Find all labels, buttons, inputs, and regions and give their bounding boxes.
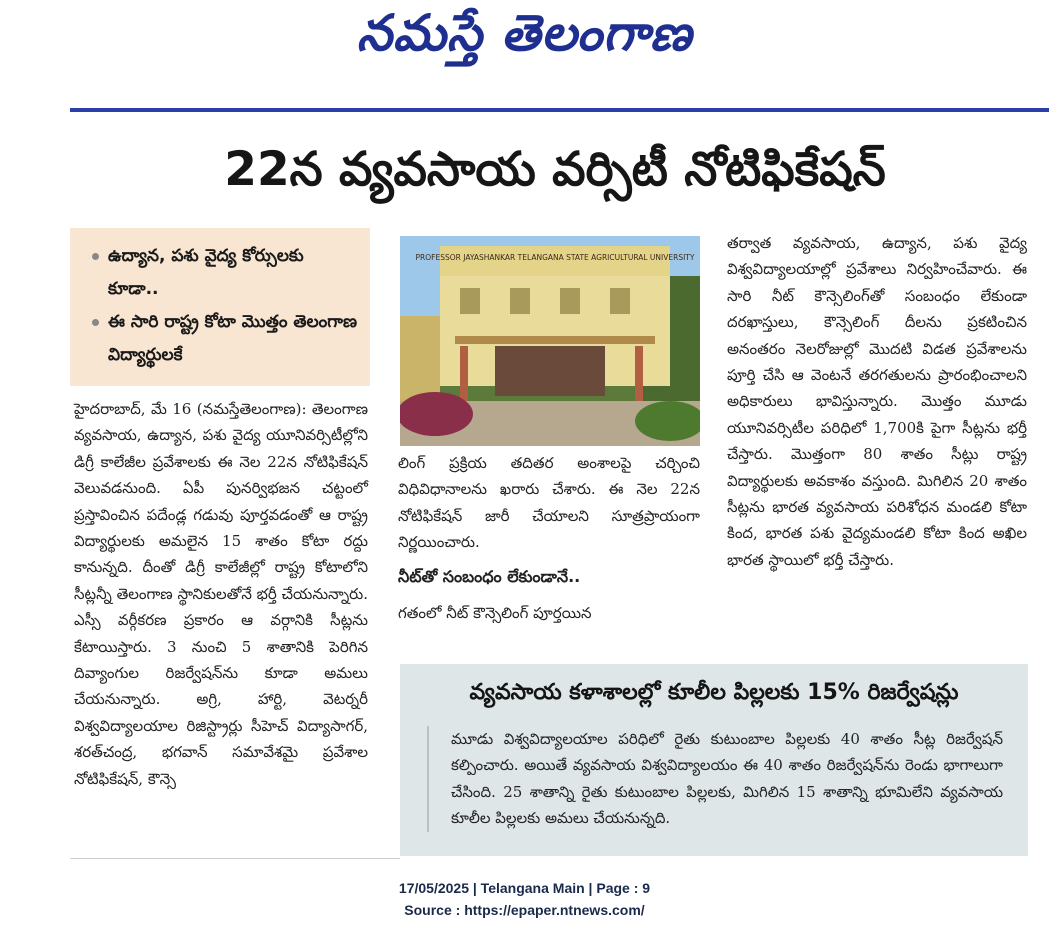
highlight-item [92,306,358,372]
box-body: మూడు విశ్వవిద్యాలయాల పరిధిలో రైతు కుటుంబాల పిల్లలకు 40 శాతం సీట్ల రిజర్వేషన్ కల్పించారు. అయితే వ్యవసాయ విశ్వవిద్యాలయం ఈ 40 శాతం రిజర్వేషన్‌ను రెండు భాగాలుగా చేసింది. 25 శాతాన్ని రైతు కుటుంబాల పిల్లలకు, మిగిలిన 15 శాతాన్ని భూమిలేని వ్యవసాయ కూలీల పిల్లలకు అమలు చేయనున్నది. [427,726,1003,832]
article-paragraph: హైదరాబాద్, మే 16 (నమస్తేతెలంగాణ): తెలంగాణ వ్యవసాయ, ఉద్యాన, పశు వైద్య యూనివర్సిటీల్లోని డిగ్రీ కాలేజీల ప్రవేశాలకు ఈ నెల 22న నోటిఫికేషన్ వెలువడనుంది. ఏపీ పునర్విభజన చట్టంలో ప్రస్తావించిన పదేండ్ల గడువు పూర్తవడంతో ఆ రాష్ట్ర విద్యార్థులకు అమలైన 15 శాతం కోటా రద్దు కానున్నది. దీంతో డిగ్రీ కాలేజీల్లో రాష్ట్ర కోటాలోని సీట్లన్నీ తెలంగాణ స్థానికులతోనే భర్తీ చేయనున్నారు. ఎస్సీ వర్గీకరణ ప్రకారం ఆ వర్గానికి సీట్లను కేటాయిస్తారు. 3 నుంచి 5 శాతానికి పెరిగిన దివ్యాంగుల రిజర్వేషన్‌ను కూడా అమలు చేయనున్నారు. అగ్రి, హార్టి, వెటర్నరీ విశ్వవిద్యాలయాల రిజిస్ట్రార్లు సీహెచ్ విద్యాసాగర్, శరత్‌చంద్ర, భగవాన్ సమావేశమై ప్రవేశాల నోటిఫికేషన్, కౌన్సె [74,400,368,788]
article-column-3 [727,230,1027,573]
highlights-box [70,228,370,386]
university-sign-text: PROFESSOR JAYASHANKAR TELANGANA STATE AGRICULTURAL UNIVERSITY [415,253,695,262]
article-subhead: నీట్‌తో సంబంధం లేకుండానే.. [398,566,581,586]
column-divider [70,858,400,859]
bullet-icon [92,253,99,260]
university-photo [400,236,700,446]
footer-date-line: 17/05/2025 | Telangana Main | Page : 9 [398,880,651,896]
article-paragraph: లింగ్ ప్రక్రియ తదితర అంశాలపై చర్చించి విధివిధానాలను ఖరారు చేశారు. ఈ నెల 22న నోటిఫికేషన్ జారీ చేయాలని సూత్రప్రాయంగా నిర్ణయించారు. [398,454,700,552]
article-column-1 [74,396,368,792]
masthead-title: నమస్తే తెలంగాణ [356,4,693,62]
highlight-item [92,240,358,306]
masthead-rule [70,108,1049,112]
box-heading: వ్యవసాయ కళాశాలల్లో కూలీల పిల్లలకు 15% రిజర్వేషన్లు [469,680,959,705]
article-paragraph: గతంలో నీట్ కౌన్సెలింగ్ పూర్తయిన [398,604,592,623]
highlight-text: ఈ సారి రాష్ట్ర కోటా మొత్తం తెలంగాణ విద్యార్థులకే [108,312,357,365]
footer-source-line: Source : https://epaper.ntnews.com/ [404,902,645,918]
article-paragraph: తర్వాత వ్యవసాయ, ఉద్యాన, పశు వైద్య విశ్వవిద్యాలయాల్లో ప్రవేశాలు నిర్వహించేవారు. ఈ సారి నీట్ కౌన్సెలింగ్‌తో సంబంధం లేకుండా దరఖాస్తులు, కౌన్సెలింగ్ దీలను ప్రకటించిన అనంతరం నెలరోజుల్లో మొదటి విడత ప్రవేశాలను పూర్తి చేసి ఆ వెంటనే తరగతులను ప్రారంభించాలని అధికారులు భావిస్తున్నారు. మొత్తం మూడు యూనివర్సిటీల పరిధిలో 1,700కి పైగా సీట్లను భర్తీ చేస్తారు. మొత్తంగా 80 శాతం సీట్లు రాష్ట్ర విద్యార్థులకు అవకాశం వస్తుంది. మిగిలిన 20 శాతం సీట్లను భారత వ్యవసాయ పరిశోధన మండలి కోటా కింద, భారత పశు వైద్యమండలి కోటా కింద అఖిల భారత స్థాయిలో భర్తీ చేస్తారు. [727,234,1027,569]
masthead [0,0,1049,112]
headline: 22న వ్యవసాయ వర్సిటీ నోటిఫికేషన్ [224,142,886,197]
reservation-box [400,664,1028,856]
highlight-text: ఉద్యాన, పశు వైద్య కోర్సులకు కూడా.. [108,246,304,299]
bullet-icon [92,319,99,326]
article-column-2 [398,450,700,626]
